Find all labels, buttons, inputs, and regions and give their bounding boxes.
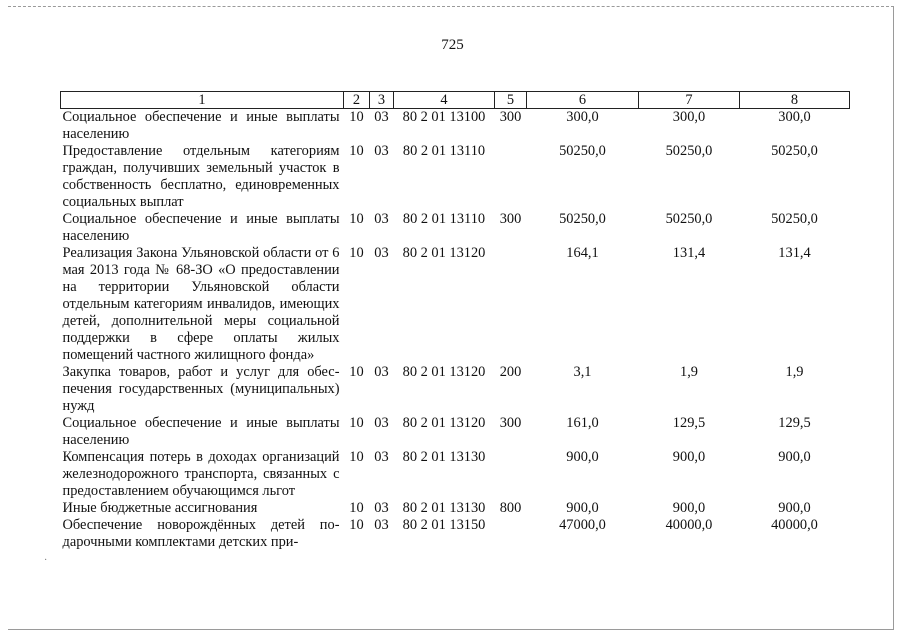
- row-value-8: 129,5: [778, 415, 811, 431]
- row-value-6: 161,0: [566, 415, 599, 431]
- row-subsection: 03: [374, 364, 389, 380]
- row-name: Закупка товаров, работ и услуг для обеспечения государственных (муниципальных) нужд: [62, 364, 340, 414]
- table-row: [61, 245, 850, 364]
- header-row: [61, 92, 850, 109]
- header-col-8: 8: [740, 92, 850, 109]
- row-target-article: 80 2 01 13130: [402, 449, 486, 465]
- row-expense-type: [495, 517, 527, 551]
- table-row: [61, 364, 850, 415]
- row-value-7: 50250,0: [665, 143, 713, 159]
- row-target-article: 80 2 01 13120: [402, 245, 486, 261]
- row-target-article: 80 2 01 13120: [402, 415, 486, 431]
- row-value-6: 47000,0: [559, 517, 606, 533]
- table-row: [61, 211, 850, 245]
- header-col-5: 5: [495, 92, 527, 109]
- row-subsection: 03: [374, 415, 389, 431]
- row-section: 10: [349, 415, 364, 431]
- row-section: 10: [349, 109, 364, 125]
- header-col-7: 7: [639, 92, 740, 109]
- row-value-8: 50250,0: [771, 143, 818, 159]
- row-target-article: 80 2 01 13110: [402, 143, 486, 159]
- row-value-7: 1,9: [680, 364, 698, 380]
- header-col-1: 1: [61, 92, 344, 109]
- row-value-8: 900,0: [778, 449, 811, 465]
- row-subsection: 03: [374, 245, 389, 261]
- row-target-article: 80 2 01 13100: [402, 109, 486, 125]
- row-value-6: 900,0: [566, 449, 599, 465]
- row-subsection: 03: [374, 109, 389, 125]
- row-expense-type: [495, 245, 527, 364]
- row-name: Социальное обеспечение и иные выплаты населению: [62, 211, 340, 244]
- row-value-6: 50250,0: [559, 143, 606, 159]
- table-row: [61, 415, 850, 449]
- row-section: 10: [349, 517, 364, 533]
- row-value-6: 900,0: [566, 500, 599, 516]
- row-expense-type: 200: [499, 364, 522, 380]
- row-expense-type: 300: [499, 415, 522, 431]
- row-subsection: 03: [374, 517, 389, 533]
- row-expense-type: [495, 449, 527, 500]
- row-value-6: 50250,0: [559, 211, 606, 227]
- page-number: 725: [441, 37, 464, 53]
- row-value-7: 300,0: [672, 109, 706, 125]
- table-row: [61, 449, 850, 500]
- row-name: Иные бюджетные ассигнования: [62, 500, 258, 516]
- row-target-article: 80 2 01 13130: [402, 500, 486, 516]
- margin-mark: ·: [44, 555, 48, 566]
- row-section: 10: [349, 449, 364, 465]
- row-value-7: 50250,0: [665, 211, 713, 227]
- row-subsection: 03: [374, 449, 389, 465]
- row-name: Обеспечение новорождённых детей подарочными комплектами детских при-: [62, 517, 340, 550]
- row-name: Компенсация потерь в доходах организаций железнодорожного транспорта, связанных с предоставлением обучающимся льгот: [62, 449, 340, 499]
- table-row: [61, 109, 850, 144]
- row-value-8: 131,4: [778, 245, 811, 261]
- header-col-6: 6: [527, 92, 639, 109]
- header-col-4: 4: [394, 92, 495, 109]
- row-expense-type: 300: [499, 109, 522, 125]
- row-value-6: 300,0: [566, 109, 599, 125]
- row-section: 10: [349, 143, 364, 159]
- row-subsection: 03: [374, 143, 389, 159]
- row-target-article: 80 2 01 13110: [402, 211, 486, 227]
- row-value-8: 300,0: [778, 109, 811, 125]
- row-name: Реализация Закона Ульяновской области от 6 мая 2013 года № 68-ЗО «О предоставлении на территории Ульяновской области отдельным категориям инвалидов, имеющих детей, дополнительной меры социальной поддержки в сфере оплаты жилых помещений частного жилищного фонда»: [62, 245, 340, 363]
- table-row: [61, 143, 850, 211]
- row-target-article: 80 2 01 13120: [402, 364, 486, 380]
- row-section: 10: [349, 245, 364, 261]
- row-expense-type: 300: [499, 211, 522, 227]
- row-name: Социальное обеспечение и иные выплаты населению: [62, 109, 340, 142]
- row-value-7: 900,0: [672, 500, 706, 516]
- row-value-8: 1,9: [785, 364, 804, 380]
- row-value-8: 40000,0: [771, 517, 818, 533]
- row-value-8: 900,0: [778, 500, 811, 516]
- row-target-article: 80 2 01 13150: [402, 517, 486, 533]
- row-value-7: 131,4: [672, 245, 706, 261]
- row-value-7: 900,0: [672, 449, 706, 465]
- row-name: Предоставление отдельным категориям граждан, получивших земельный участок в собственность бесплатно, единовременных социальных выплат: [62, 143, 340, 210]
- table-row: [61, 517, 850, 551]
- row-section: 10: [349, 211, 364, 227]
- row-value-8: 50250,0: [771, 211, 818, 227]
- header-col-3: 3: [370, 92, 394, 109]
- row-value-7: 40000,0: [665, 517, 713, 533]
- row-subsection: 03: [374, 211, 389, 227]
- table-row: [61, 500, 850, 517]
- header-col-2: 2: [344, 92, 370, 109]
- budget-table: [60, 91, 850, 551]
- row-expense-type: 800: [499, 500, 522, 516]
- row-section: 10: [349, 500, 364, 516]
- row-expense-type: [495, 143, 527, 211]
- row-name: Социальное обеспечение и иные выплаты населению: [62, 415, 340, 448]
- row-subsection: 03: [374, 500, 389, 516]
- row-value-6: 3,1: [573, 364, 592, 380]
- row-value-7: 129,5: [672, 415, 706, 431]
- row-section: 10: [349, 364, 364, 380]
- row-value-6: 164,1: [566, 245, 599, 261]
